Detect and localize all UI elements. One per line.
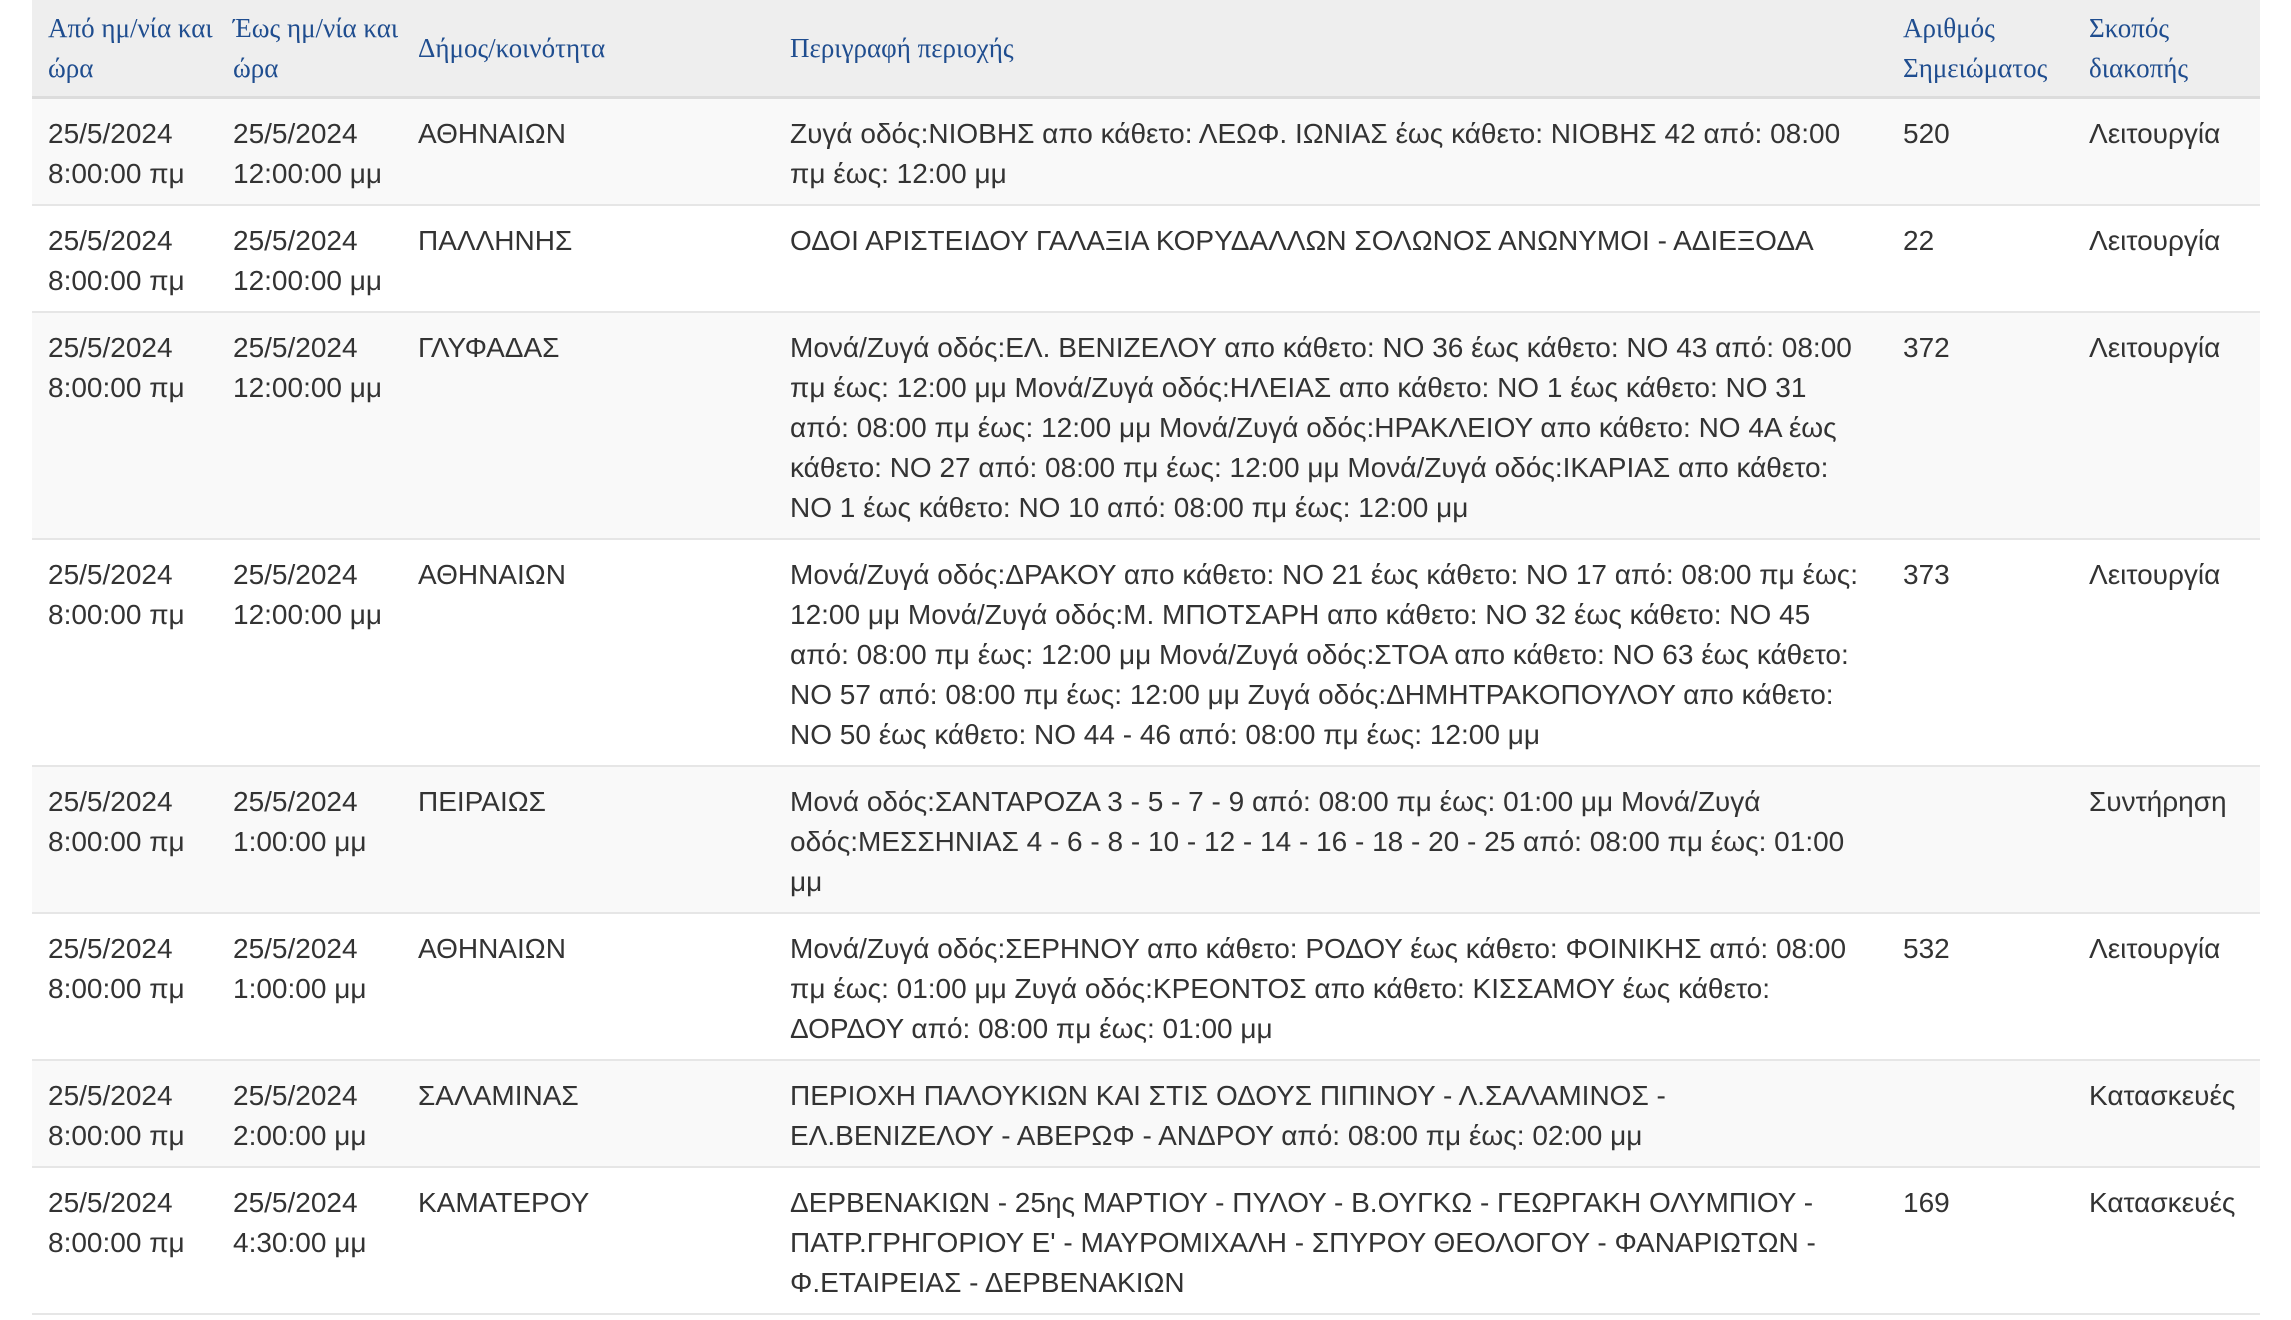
cell-purpose: Λειτουργία (2089, 331, 2221, 363)
cell-municipality: ΠΑΛΛΗΝΗΣ (418, 224, 573, 256)
cell-municipality: ΑΘΗΝΑΙΩΝ (418, 932, 566, 964)
table-row (32, 1060, 2260, 1167)
header-row (32, 0, 2260, 97)
cell-from: 25/5/2024 8:00:00 πμ (48, 785, 185, 857)
outage-table (32, 0, 2260, 1315)
cell-from: 25/5/2024 8:00:00 πμ (48, 932, 185, 1004)
header-municipality[interactable]: Δήμος/κοινότητα (418, 32, 606, 63)
header-to-datetime[interactable]: Έως ημ/νία και ώρα (233, 12, 399, 83)
cell-note-number: 532 (1903, 932, 1950, 964)
header-note-number[interactable]: Αριθμός Σημειώματος (1903, 12, 2048, 83)
cell-note-number: 169 (1903, 1186, 1950, 1218)
cell-description: Μονά/Ζυγά οδός:ΔΡΑΚΟΥ απο κάθετο: ΝΟ 21 έως κάθετο: ΝΟ 17 από: 08:00 πμ έως: 12:00 μμ Μονά/Ζυγά οδός:Μ. ΜΠΟΤΣΑΡΗ απο κάθετο: ΝΟ 32 έως κάθετο: ΝΟ 45 από: 08:00 πμ έως: 12:00 μμ Μονά/Ζυγά οδός:ΣΤΟΑ απο κάθετο: ΝΟ 63 έως κάθετο: ΝΟ 57 από: 08:00 πμ έως: 12:00 μμ Ζυγά οδός:ΔΗΜΗΤΡΑΚΟΠΟΥΛΟΥ απο κάθετο: ΝΟ 50 έως κάθετο: ΝΟ 44 - 46 από: 08:00 πμ έως: 12:00 μμ (790, 558, 1859, 750)
header-area-description[interactable]: Περιγραφή περιοχής (790, 32, 1014, 63)
outage-table-container (32, 0, 2260, 1315)
table-row (32, 97, 2260, 205)
cell-municipality: ΠΕΙΡΑΙΩΣ (418, 785, 546, 817)
cell-to: 25/5/2024 12:00:00 μμ (233, 117, 383, 189)
cell-municipality: ΚΑΜΑΤΕΡΟΥ (418, 1186, 590, 1218)
cell-purpose: Λειτουργία (2089, 224, 2221, 256)
cell-municipality: ΑΘΗΝΑΙΩΝ (418, 117, 566, 149)
cell-note-number: 520 (1903, 117, 1950, 149)
table-row (32, 539, 2260, 766)
table-row (32, 312, 2260, 539)
cell-note-number: 22 (1903, 224, 1935, 256)
cell-note-number: 372 (1903, 331, 1950, 363)
cell-description: ΔΕΡΒΕΝΑΚΙΩΝ - 25ης ΜΑΡΤΙΟΥ - ΠΥΛΟΥ - Β.ΟΥΓΚΩ - ΓΕΩΡΓΑΚΗ ΟΛΥΜΠΙΟΥ - ΠΑΤΡ.ΓΡΗΓΟΡΙΟΥ Ε' - ΜΑΥΡΟΜΙΧΑΛΗ - ΣΠΥΡΟΥ ΘΕΟΛΟΓΟΥ - ΦΑΝΑΡΙΩΤΩΝ - Φ.ΕΤΑΙΡΕΙΑΣ - ΔΕΡΒΕΝΑΚΙΩΝ (790, 1186, 1816, 1298)
cell-description: Ζυγά οδός:ΝΙΟΒΗΣ απο κάθετο: ΛΕΩΦ. ΙΩΝΙΑΣ έως κάθετο: ΝΙΟΒΗΣ 42 από: 08:00 πμ έως: 12:00 μμ (790, 117, 1841, 189)
table-header (32, 0, 2260, 97)
cell-to: 25/5/2024 12:00:00 μμ (233, 224, 383, 296)
cell-purpose: Λειτουργία (2089, 932, 2221, 964)
cell-from: 25/5/2024 8:00:00 πμ (48, 224, 185, 296)
cell-note-number (1887, 766, 2073, 913)
cell-description: Μονά/Ζυγά οδός:ΕΛ. ΒΕΝΙΖΕΛΟΥ απο κάθετο: ΝΟ 36 έως κάθετο: ΝΟ 43 από: 08:00 πμ έως: 12:00 μμ Μονά/Ζυγά οδός:ΗΛΕΙΑΣ απο κάθετο: ΝΟ 1 έως κάθετο: ΝΟ 31 από: 08:00 πμ έως: 12:00 μμ Μονά/Ζυγά οδός:ΗΡΑΚΛΕΙΟΥ απο κάθετο: ΝΟ 4Α έως κάθετο: ΝΟ 27 από: 08:00 πμ έως: 12:00 μμ Μονά/Ζυγά οδός:ΙΚΑΡΙΑΣ απο κάθετο: ΝΟ 1 έως κάθετο: ΝΟ 10 από: 08:00 πμ έως: 12:00 μμ (790, 331, 1852, 523)
cell-purpose: Λειτουργία (2089, 117, 2221, 149)
cell-municipality: ΓΛΥΦΑΔΑΣ (418, 331, 560, 363)
cell-from: 25/5/2024 8:00:00 πμ (48, 1186, 185, 1258)
cell-from: 25/5/2024 8:00:00 πμ (48, 1079, 185, 1151)
cell-from: 25/5/2024 8:00:00 πμ (48, 331, 185, 403)
table-row (32, 1167, 2260, 1314)
cell-to: 25/5/2024 12:00:00 μμ (233, 331, 383, 403)
table-row (32, 913, 2260, 1060)
cell-municipality: ΣΑΛΑΜΙΝΑΣ (418, 1079, 579, 1111)
cell-to: 25/5/2024 4:30:00 μμ (233, 1186, 367, 1258)
cell-purpose: Κατασκευές (2089, 1186, 2236, 1218)
cell-from: 25/5/2024 8:00:00 πμ (48, 558, 185, 630)
cell-description: ΠΕΡΙΟΧΗ ΠΑΛΟΥΚΙΩΝ ΚΑΙ ΣΤΙΣ ΟΔΟΥΣ ΠΙΠΙΝΟΥ - Λ.ΣΑΛΑΜΙΝΟΣ - ΕΛ.ΒΕΝΙΖΕΛΟΥ - ΑΒΕΡΩΦ - ΑΝΔΡΟΥ από: 08:00 πμ έως: 02:00 μμ (790, 1079, 1666, 1151)
cell-to: 25/5/2024 2:00:00 μμ (233, 1079, 367, 1151)
cell-purpose: Λειτουργία (2089, 558, 2221, 590)
cell-note-number (1887, 1060, 2073, 1167)
header-outage-purpose[interactable]: Σκοπός διακοπής (2089, 12, 2189, 83)
table-row (32, 766, 2260, 913)
cell-from: 25/5/2024 8:00:00 πμ (48, 117, 185, 189)
cell-to: 25/5/2024 1:00:00 μμ (233, 785, 367, 857)
cell-description: ΟΔΟΙ ΑΡΙΣΤΕΙΔΟΥ ΓΑΛΑΞΙΑ ΚΟΡΥΔΑΛΛΩΝ ΣΟΛΩΝΟΣ ΑΝΩΝΥΜΟΙ - ΑΔΙΕΞΟΔΑ (790, 224, 1814, 256)
cell-municipality: ΑΘΗΝΑΙΩΝ (418, 558, 566, 590)
cell-purpose: Κατασκευές (2089, 1079, 2236, 1111)
cell-description: Μονά οδός:ΣΑΝΤΑΡΟΖΑ 3 - 5 - 7 - 9 από: 08:00 πμ έως: 01:00 μμ Μονά/Ζυγά οδός:ΜΕΣΣΗΝΙΑΣ 4 - 6 - 8 - 10 - 12 - 14 - 16 - 18 - 20 - 25 από: 08:00 πμ έως: 01:00 μμ (790, 785, 1845, 897)
table-body (32, 97, 2260, 1314)
cell-to: 25/5/2024 1:00:00 μμ (233, 932, 367, 1004)
cell-description: Μονά/Ζυγά οδός:ΣΕΡΗΝΟΥ απο κάθετο: ΡΟΔΟΥ έως κάθετο: ΦΟΙΝΙΚΗΣ από: 08:00 πμ έως: 01:00 μμ Ζυγά οδός:ΚΡΕΟΝΤΟΣ απο κάθετο: ΚΙΣΣΑΜΟΥ έως κάθετο: ΔΟΡΔΟΥ από: 08:00 πμ έως: 01:00 μμ (790, 932, 1847, 1044)
cell-note-number: 373 (1903, 558, 1950, 590)
header-from-datetime[interactable]: Από ημ/νία και ώρα (48, 12, 213, 83)
cell-to: 25/5/2024 12:00:00 μμ (233, 558, 383, 630)
table-row (32, 205, 2260, 312)
cell-purpose: Συντήρηση (2089, 785, 2227, 817)
